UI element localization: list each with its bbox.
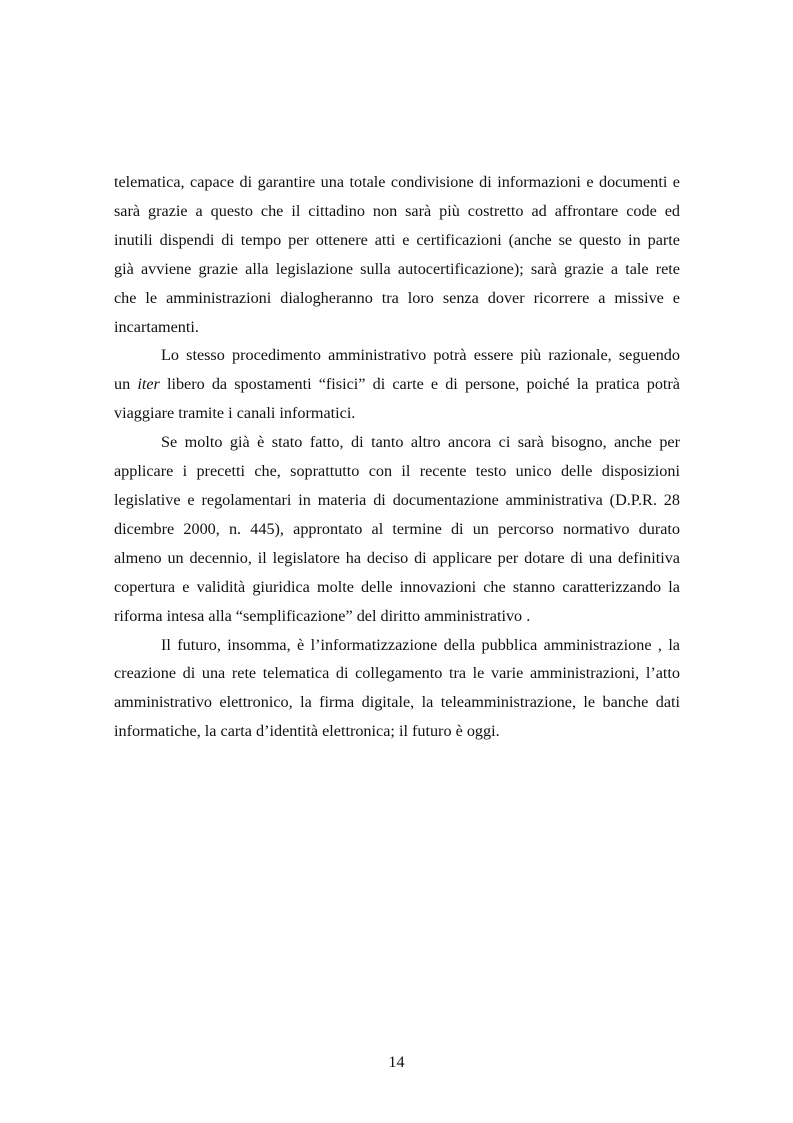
text-line: già avviene grazie alla legislazione sulla autocertificazione); sarà grazie a tale rete xyxy=(114,259,680,278)
text-line: sarà grazie a questo che il cittadino non sarà più costretto ad affrontare code ed xyxy=(114,201,680,220)
text-line: applicare i precetti che, soprattutto con il recente testo unico delle disposizioni xyxy=(114,462,680,481)
text-line: informatiche, la carta d’identità elettronica; il futuro è oggi. xyxy=(114,722,500,741)
text-line: legislative e regolamentari in materia di documentazione amministrativa (D.P.R. 28 xyxy=(114,490,680,509)
text-line: viaggiare tramite i canali informatici. xyxy=(114,404,356,423)
text-segment: libero da spostamenti “fisici” di carte e di persone, poiché la pratica potrà xyxy=(159,375,680,394)
paragraph-2 xyxy=(114,341,680,428)
italic-term: iter xyxy=(137,375,160,394)
page-number: 14 xyxy=(388,1053,405,1071)
text-line: incartamenti. xyxy=(114,317,199,336)
text-line: riforma intesa alla “semplificazione” del diritto amministrativo . xyxy=(114,606,531,625)
text-line: inutili dispendi di tempo per ottenere atti e certificazioni (anche se questo in parte xyxy=(114,230,680,249)
text-line: copertura e validità giuridica molte delle innovazioni che stanno caratterizzando la xyxy=(114,577,680,596)
text-line: telematica, capace di garantire una totale condivisione di informazioni e documenti e xyxy=(114,173,680,191)
text-line: almeno un decennio, il legislatore ha deciso di applicare per dotare di una definitiva xyxy=(114,548,680,567)
text-line: amministrativo elettronico, la firma digitale, la teleamministrazione, le banche dati xyxy=(114,693,680,712)
paragraph-1 xyxy=(114,168,680,341)
text-line: che le amministrazioni dialogheranno tra loro senza dover ricorrere a missive e xyxy=(114,288,680,307)
text-segment: un xyxy=(114,375,138,394)
text-line: Il futuro, insomma, è l’informatizzazione della pubblica amministrazione , la xyxy=(161,635,680,654)
text-line: Se molto già è stato fatto, di tanto altro ancora ci sarà bisogno, anche per xyxy=(161,433,680,452)
paragraph-3 xyxy=(114,428,680,630)
body-text xyxy=(114,168,680,746)
paragraph-4 xyxy=(114,631,680,747)
text-line: dicembre 2000, n. 445), approntato al termine di un percorso normativo durato xyxy=(114,519,680,538)
text-line-with-italic xyxy=(114,370,680,399)
text-line: creazione di una rete telematica di collegamento tra le varie amministrazioni, l’atto xyxy=(114,664,680,683)
text-line: Lo stesso procedimento amministrativo potrà essere più razionale, seguendo xyxy=(161,346,680,365)
